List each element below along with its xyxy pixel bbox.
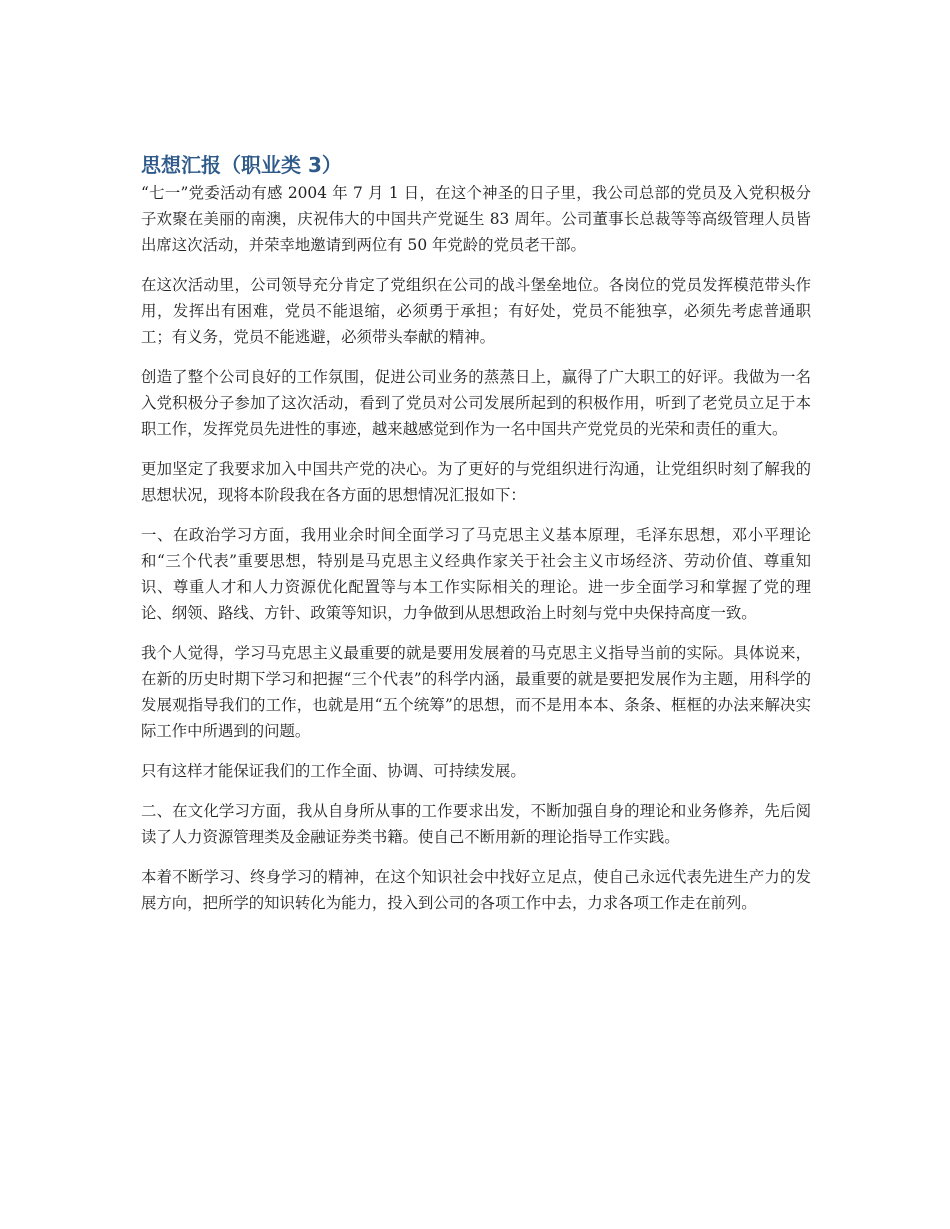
paragraph-5: 一、在政治学习方面，我用业余时间全面学习了马克思主义基本原理，毛泽东思想，邓小平理论和“三个代表”重要思想，特别是马克思主义经典作家关于社会主义市场经济、劳动价值、尊重知识、尊重人才和人力资源优化配置等与本工作实际相关的理论。进一步全面学习和掌握了党的理论、纲领、路线、方针、政策等知识，力争做到从思想政治上时刻与党中央保持高度一致。 (141, 526, 811, 622)
paragraph-9: 本着不断学习、终身学习的精神，在这个知识社会中找好立足点，使自己永远代表先进生产力的发展方向，把所学的知识转化为能力，投入到公司的各项工作中去，力求各项工作走在前列。 (141, 868, 811, 912)
paragraph-3: 创造了整个公司良好的工作氛围，促进公司业务的蒸蒸日上，赢得了广大职工的好评。我做为一名入党积极分子参加了这次活动，看到了党员对公司发展所起到的积极作用，听到了老党员立足于本职工作，发挥党员先进性的事迹，越来越感觉到作为一名中国共产党党员的光荣和责任的重大。 (141, 368, 811, 438)
paragraph-1: “七一”党委活动有感 2004 年 7 月 1 日，在这个神圣的日子里，我公司总部的党员及入党积极分子欢聚在美丽的南澳，庆祝伟大的中国共产党诞生 83 周年。公司董事长总裁等等高级管理人员皆出席这次活动，并荣幸地邀请到两位有 50 年党龄的党员老干部。 (141, 184, 811, 254)
paragraph-6: 我个人觉得，学习马克思主义最重要的就是要用发展着的马克思主义指导当前的实际。具体说来，在新的历史时期下学习和把握“三个代表”的科学内涵，最重要的就是要把发展作为主题，用科学的发展观指导我们的工作，也就是用“五个统筹”的思想，而不是用本本、条条、框框的办法来解决实际工作中所遇到的问题。 (141, 644, 811, 740)
paragraph-2: 在这次活动里，公司领导充分肯定了党组织在公司的战斗堡垒地位。各岗位的党员发挥模范带头作用，发挥出有困难，党员不能退缩，必须勇于承担；有好处，党员不能独享，必须先考虑普通职工；有义务，党员不能逃避，必须带头奉献的精神。 (141, 276, 811, 346)
paragraph-4: 更加坚定了我要求加入中国共产党的决心。为了更好的与党组织进行沟通，让党组织时刻了解我的思想状况，现将本阶段我在各方面的思想情况汇报如下： (141, 460, 811, 504)
paragraph-8: 二、在文化学习方面，我从自身所从事的工作要求出发，不断加强自身的理论和业务修养，先后阅读了人力资源管理类及金融证券类书籍。使自己不断用新的理论指导工作实践。 (141, 802, 811, 846)
document-page (141, 151, 811, 930)
paragraph-7: 只有这样才能保证我们的工作全面、协调、可持续发展。 (141, 762, 526, 780)
document-title: 思想汇报（职业类 3） (141, 153, 342, 177)
